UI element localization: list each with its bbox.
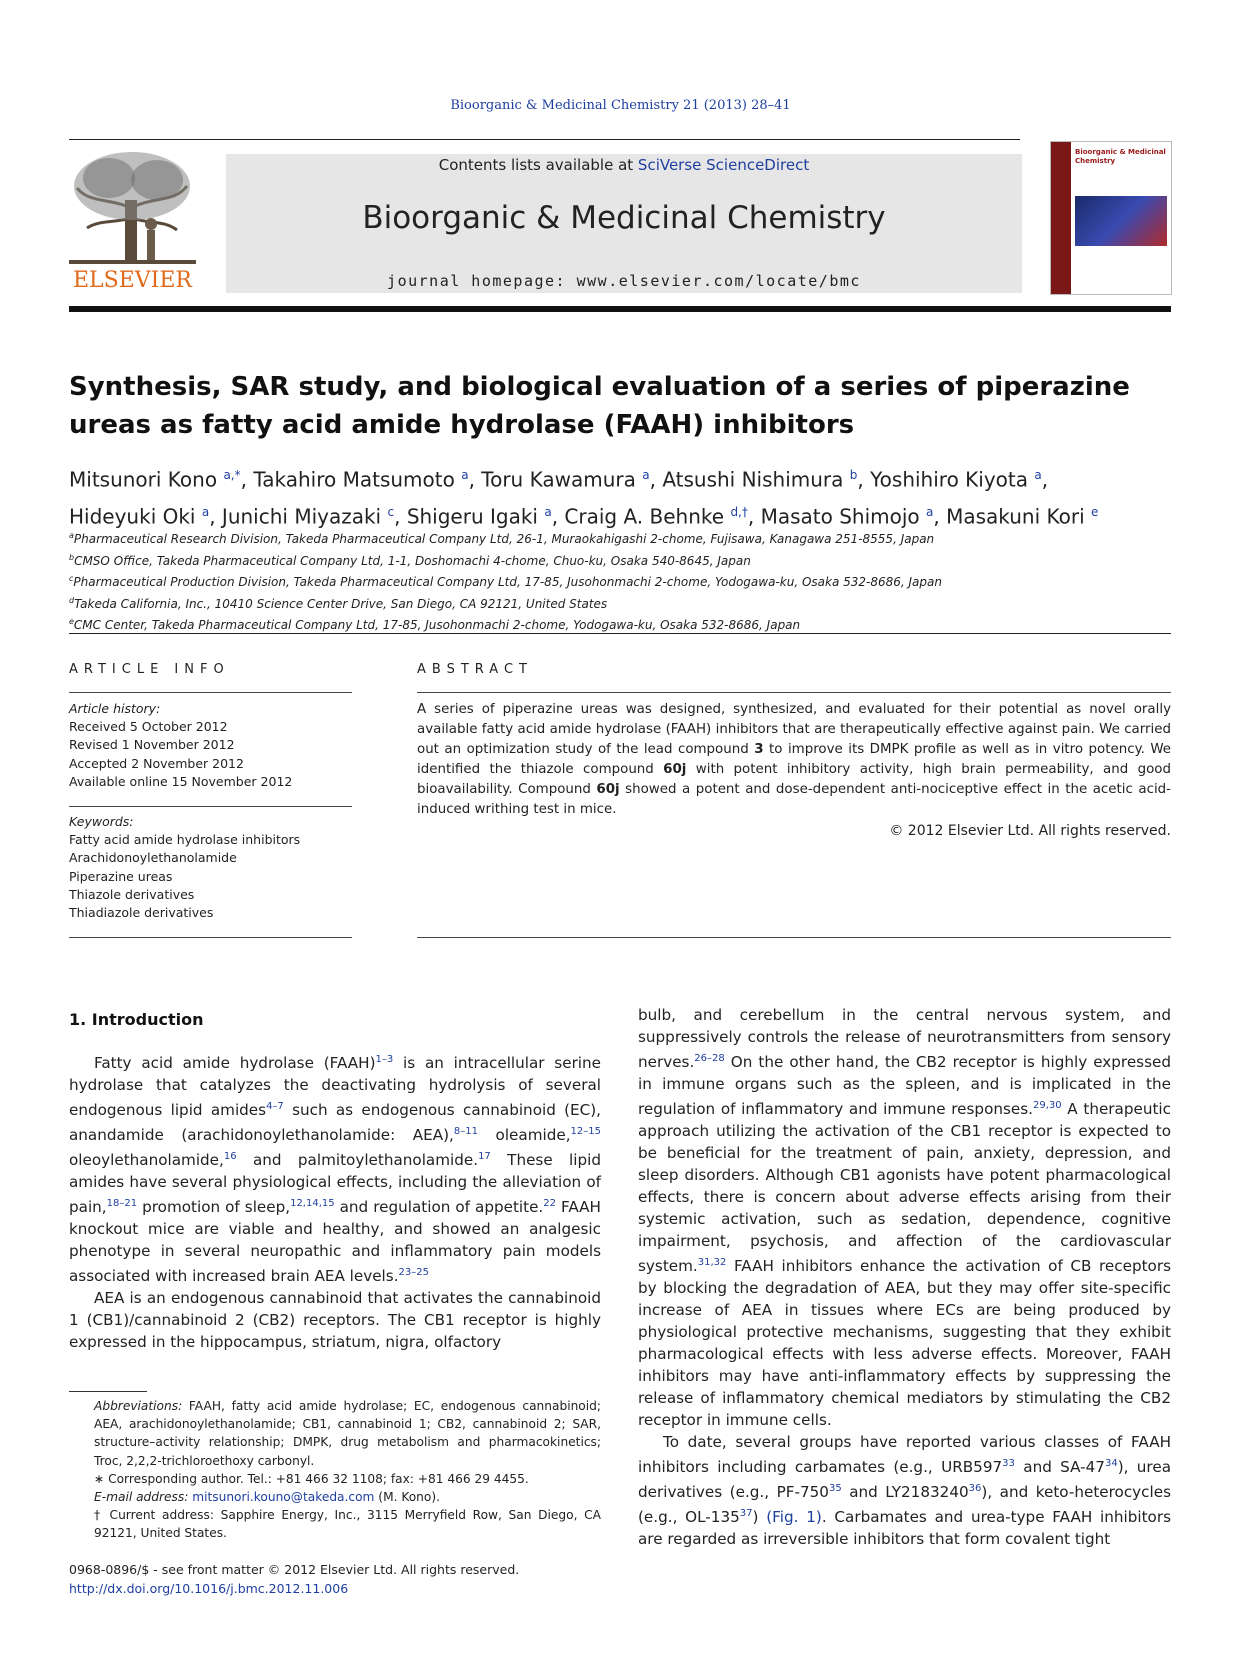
cover-title: Bioorganic & Medicinal Chemistry xyxy=(1075,148,1166,165)
author-separator: , xyxy=(649,467,663,492)
affiliation xyxy=(69,613,1171,635)
text-run: Fatty acid amide hydrolase (FAAH) xyxy=(94,1054,376,1073)
header-thick-rule xyxy=(69,306,1171,312)
keyword: Piperazine ureas xyxy=(69,868,173,884)
article-info-heading: ARTICLE INFO xyxy=(69,662,230,677)
citation-ref[interactable]: 1–3 xyxy=(375,1054,394,1065)
author-separator: , xyxy=(240,467,254,492)
author-separator: , xyxy=(857,467,871,492)
text-run: ) xyxy=(752,1508,767,1527)
page-footer xyxy=(69,1560,629,1598)
citation-ref[interactable]: 4–7 xyxy=(266,1101,284,1113)
affiliation-list xyxy=(69,527,1171,635)
author-affiliation-marker[interactable]: a xyxy=(544,504,552,519)
author-name: Yoshihiro Kiyota xyxy=(870,467,1029,492)
affiliation-key: a xyxy=(69,531,74,540)
issn-line: 0968-0896/$ - see front matter © 2012 Elsevier Ltd. All rights reserved. xyxy=(69,1562,520,1577)
text-run: ), and keto-heterocycles (e.g., OL-135 xyxy=(638,1483,1171,1527)
abstract-heading: ABSTRACT xyxy=(417,662,533,677)
abstract-text: A series of piperazine ureas was designed, synthesized, and evaluated for their potential as novel orally available fatty acid amide hydrolase (FAAH) inhibitors that are therapeutically effective against pain. We carried out an optimization study of the lead compound 3 to improve its DMPK profile as well as in vitro potency. We identified the thiazole compound 60j with potent inhibitory activity, high brain permeability, and good bioavailability. Compound 60j showed a potent and dose-dependent anti-nociceptive effect in the acetic acid-induced writhing test in mice. xyxy=(417,702,1172,817)
history-revised: Revised 1 November 2012 xyxy=(69,737,235,753)
author-separator: , xyxy=(1041,467,1049,492)
history-accepted: Accepted 2 November 2012 xyxy=(69,755,244,771)
email-link[interactable]: mitsunori.kouno@takeda.com xyxy=(192,1490,375,1505)
info-bottom-rule xyxy=(69,937,352,938)
affiliation-key: c xyxy=(69,574,74,583)
text-run: AEA is an endogenous cannabinoid that activates the cannabinoid 1 (CB1)/cannabinoid 2 (CB2) receptors. The CB1 receptor is highly expressed in the hippocampus, striatum, nigra, olfactory xyxy=(69,1289,601,1352)
author-affiliation-marker[interactable]: a xyxy=(926,504,934,519)
abstract-copyright: © 2012 Elsevier Ltd. All rights reserved. xyxy=(889,823,1171,839)
keyword: Thiadiazole derivatives xyxy=(69,905,214,921)
intro-paragraph xyxy=(69,1287,601,1353)
affiliation-text: Takeda California, Inc., 10410 Science Center Drive, San Diego, CA 92121, United States xyxy=(74,596,608,611)
citation-ref[interactable]: 17 xyxy=(478,1151,491,1163)
introduction-heading: 1. Introduction xyxy=(69,1010,204,1029)
text-run: FAAH inhibitors enhance the activation of CB receptors by blocking the degradation of AEA, but they may offer site-specific increase of AEA in tissues where ECs are being produced by physiological protective mechanisms, suggesting that they exhibit pharmacological effects with less adverse effects. Moreover, FAAH inhibitors may have anti-inflammatory effects by suppressing the release of inflammatory chemical mediators by stimulating the CB2 receptor in immune cells. xyxy=(638,1257,1171,1430)
history-online: Available online 15 November 2012 xyxy=(69,773,293,789)
citation-ref[interactable]: 22 xyxy=(543,1198,556,1210)
author-name: Masakuni Kori xyxy=(946,504,1085,529)
keyword: Thiazole derivatives xyxy=(69,886,195,902)
keywords-label: Keywords: xyxy=(69,814,134,829)
text-run: bulb, and cerebellum in the central nervous system, and suppressively controls the release of neurotransmitters from sensory nerves. xyxy=(638,1006,1171,1072)
intro-left-column xyxy=(69,1049,601,1353)
journal-title: Bioorganic & Medicinal Chemistry xyxy=(362,200,886,236)
text-run: and regulation of appetite. xyxy=(334,1198,544,1217)
elsevier-tree-icon xyxy=(69,148,196,266)
affiliation-text: CMC Center, Takeda Pharmaceutical Company Ltd, 17-85, Jusohonmachi 2-chome, Yodogawa-ku, Osaka 532-8686, Japan xyxy=(73,618,801,632)
current-address: † Current address: Sapphire Energy, Inc., 3115 Merryfield Row, San Diego, CA 92121, United States. xyxy=(94,1508,601,1541)
author-name: Masato Shimojo xyxy=(760,504,920,529)
intro-paragraph xyxy=(638,1431,1171,1550)
text-run: and LY2183240 xyxy=(841,1483,969,1502)
journal-citation[interactable]: Bioorganic & Medicinal Chemistry 21 (2013) 28–41 xyxy=(450,98,791,113)
citation-ref[interactable]: 33 xyxy=(1002,1458,1015,1470)
journal-homepage[interactable]: journal homepage: www.elsevier.com/locate/bmc xyxy=(387,272,861,290)
journal-cover[interactable] xyxy=(1050,141,1172,295)
keyword: Arachidonoylethanolamide xyxy=(69,850,237,866)
keywords xyxy=(69,813,352,922)
article-info-rule xyxy=(69,692,352,693)
author-affiliation-marker[interactable]: a xyxy=(1034,468,1042,482)
text-run: To date, several groups have reported various classes of FAAH inhibitors including carbamates (e.g., URB597 xyxy=(638,1433,1171,1477)
text-run: A therapeutic approach utilizing the activation of the CB1 receptor is expected to be beneficial for the treatment of pain, anxiety, depression, and sleep disorders. Although CB1 agonists have potent pharmacological effects, there is concern about adverse effects arising from their systemic activation, such as sedation, dependence, cognitive impairment, psychosis, and affection of the cardiovascular system. xyxy=(638,1100,1171,1276)
text-run: and SA-47 xyxy=(1014,1458,1105,1477)
text-run: promotion of sleep, xyxy=(137,1198,291,1217)
author-affiliation-marker[interactable]: a xyxy=(461,468,469,482)
keywords-rule xyxy=(69,806,352,807)
citation-ref[interactable]: 12,14,15 xyxy=(290,1198,335,1210)
text-run: such as endogenous cannabinoid (EC), anandamide (arachidonoylethanolamide: AEA), xyxy=(69,1101,601,1145)
author-separator: , xyxy=(747,504,761,529)
citation-ref[interactable]: 18–21 xyxy=(106,1198,138,1210)
author-name: Takahiro Matsumoto xyxy=(253,467,455,492)
intro-right-column xyxy=(638,1004,1171,1550)
cover-spine xyxy=(1051,142,1071,294)
abstract-rule xyxy=(417,692,1171,693)
affiliation xyxy=(69,570,1171,592)
affiliation xyxy=(69,527,1171,549)
affiliation-text: Pharmaceutical Production Division, Takeda Pharmaceutical Company Ltd, 17-85, Jusohonmachi 2-chome, Yodogawa-ku, Osaka 532-8686, Japan xyxy=(73,575,942,589)
footnotes xyxy=(69,1397,601,1543)
text-run: These lipid amides have several physiological effects, including the alleviation of pain, xyxy=(69,1151,601,1217)
abstract-bottom-rule xyxy=(417,937,1171,938)
citation-ref[interactable]: 37 xyxy=(739,1508,753,1520)
article-history-label: Article history: xyxy=(69,701,161,716)
text-run: FAAH knockout mice are viable and healthy, and showed an analgesic phenotype in several neuropathic and inflammatory pain models associated with increased brain AEA levels. xyxy=(69,1198,601,1286)
abbreviations-footnote: Abbreviations: FAAH, fatty acid amide hydrolase; EC, endogenous cannabinoid; AEA, arachidonoylethanolamide; CB1, cannabinoid 1; CB2, cannabinoid 2; SAR, structure–activity relationship; DMPK, drug metabolism and pharmacokinetics; Troc, 2,2,2-trichloroethoxy carbonyl. xyxy=(94,1399,601,1468)
publisher-name: ELSEVIER xyxy=(72,268,192,293)
footnote-rule xyxy=(69,1391,147,1392)
citation-ref[interactable]: 29,30 xyxy=(1032,1100,1062,1112)
doi-link[interactable]: http://dx.doi.org/10.1016/j.bmc.2012.11.006 xyxy=(69,1581,349,1596)
affiliation-key: e xyxy=(69,617,74,626)
text-run: ), urea derivatives (e.g., PF-750 xyxy=(638,1458,1171,1502)
author-affiliation-marker[interactable]: a,* xyxy=(223,468,241,482)
author-name: Craig A. Behnke xyxy=(564,504,725,529)
citation-ref[interactable]: 12–15 xyxy=(570,1126,601,1138)
corresponding-author: ∗ Corresponding author. Tel.: +81 466 32 1108; fax: +81 466 29 4455. xyxy=(94,1471,529,1486)
author-name: Atsushi Nishimura xyxy=(662,467,844,492)
author-name: Toru Kawamura xyxy=(481,467,636,492)
text-run: oleoylethanolamide, xyxy=(69,1151,224,1170)
author-affiliation-marker[interactable]: c xyxy=(387,504,395,519)
author-affiliation-marker[interactable]: a xyxy=(201,504,210,519)
article-title: Synthesis, SAR study, and biological evaluation of a series of piperazine ureas as fatty acid amide hydrolase (FAAH) inhibitors xyxy=(69,372,1130,440)
email-line: E-mail address: mitsunori.kouno@takeda.com (M. Kono). xyxy=(94,1490,440,1505)
author-affiliation-marker[interactable]: b xyxy=(849,468,858,482)
author-separator: , xyxy=(468,467,482,492)
affiliation-text: CMSO Office, Takeda Pharmaceutical Company Ltd, 1-1, Doshomachi 4-chome, Chuo-ku, Osaka 540-8645, Japan xyxy=(74,553,751,568)
author-name: Hideyuki Oki xyxy=(69,504,196,529)
author-name: Shigeru Igaki xyxy=(406,504,538,529)
sciencedirect-link[interactable]: SciVerse ScienceDirect xyxy=(637,156,810,174)
intro-paragraph xyxy=(69,1049,601,1287)
author-affiliation-marker[interactable]: d,† xyxy=(730,504,748,519)
author-list xyxy=(69,459,1171,532)
contents-available: Contents lists available at SciVerse ScienceDirect xyxy=(438,156,810,174)
cover-image xyxy=(1075,196,1167,246)
text-run: oleamide, xyxy=(477,1126,571,1145)
affiliation-key: d xyxy=(69,595,75,605)
author-separator: , xyxy=(551,504,565,529)
citation-ref[interactable]: 26–28 xyxy=(694,1053,725,1064)
text-run: . Carbamates and urea-type FAAH inhibitors are regarded as irreversible inhibitors that form covalent tight xyxy=(638,1508,1171,1549)
citation-ref[interactable]: 31,32 xyxy=(697,1257,727,1269)
elsevier-logo xyxy=(69,148,196,293)
affiliation xyxy=(69,549,1171,571)
author-affiliation-marker[interactable]: a xyxy=(642,468,650,482)
intro-paragraph xyxy=(638,1004,1171,1431)
author-name: Junichi Miyazaki xyxy=(221,504,382,529)
citation-ref[interactable]: 16 xyxy=(223,1151,237,1163)
affiliation-key: b xyxy=(69,552,75,562)
keyword: Fatty acid amide hydrolase inhibitors xyxy=(69,832,301,848)
figure-ref[interactable]: (Fig. 1) xyxy=(766,1508,822,1527)
header-rule xyxy=(69,139,1020,140)
affiliation-text: Pharmaceutical Research Division, Takeda Pharmaceutical Company Ltd, 26-1, Muraokahigashi 2-chome, Fujisawa, Kanagawa 251-8555, Japan xyxy=(73,532,935,546)
citation-ref[interactable]: 36 xyxy=(968,1483,982,1495)
text-run: and palmitoylethanolamide. xyxy=(236,1151,479,1170)
text-run: On the other hand, the CB2 receptor is highly expressed in immune organs such as the spleen, and is implicated in the regulation of inflammatory and immune responses. xyxy=(638,1053,1171,1119)
history-received: Received 5 October 2012 xyxy=(69,719,228,735)
journal-banner xyxy=(226,154,1022,293)
affiliation xyxy=(69,592,1171,614)
author-affiliation-marker[interactable]: e xyxy=(1091,504,1099,519)
citation-ref[interactable]: 23–25 xyxy=(398,1267,429,1279)
article-history xyxy=(69,700,352,791)
author-separator: , xyxy=(933,504,947,529)
text-run: is an intracellular serine hydrolase that catalyzes the deactivating hydrolysis of several endogenous lipid amides xyxy=(69,1054,601,1120)
citation-ref[interactable]: 34 xyxy=(1104,1458,1118,1470)
author-name: Mitsunori Kono xyxy=(69,467,218,492)
author-separator: , xyxy=(209,504,222,529)
author-separator: , xyxy=(394,504,407,529)
affiliation-rule xyxy=(69,633,1171,634)
citation-ref[interactable]: 35 xyxy=(828,1483,842,1495)
citation-ref[interactable]: 8–11 xyxy=(453,1126,478,1138)
